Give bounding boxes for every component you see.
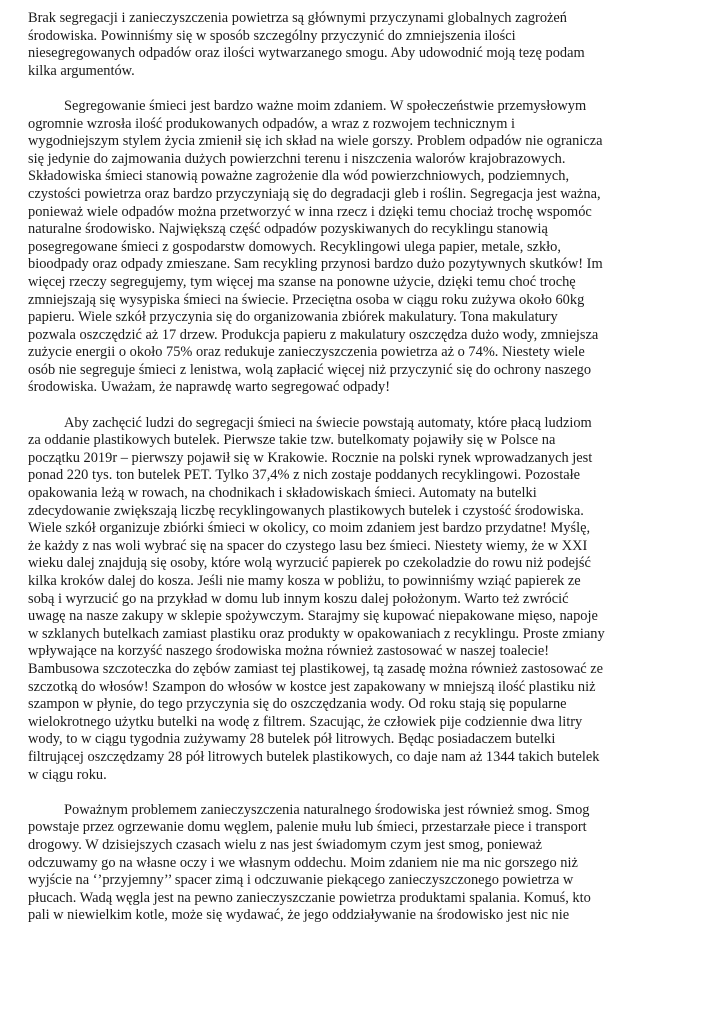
text-line: zmniejszają się wysypiska śmieci na świecie. Przeciętna osoba w ciągu roku zużywa około 60kg [28, 291, 585, 308]
text-line: początku 2019r – pierwszy pojawił się w Krakowie. Rocznie na polski rynek wprowadzanych jest [28, 449, 593, 466]
text-line: odczuwamy go na własne oczy i we własnym oddechu. Moim zdaniem nie ma nic gorszego niż [28, 854, 578, 871]
text-line: płucach. Wadą węgla jest na pewno zanieczyszczanie powietrza produktami spalania. Komuś, kto [28, 889, 591, 906]
text-line: szczotką do włosów! Szampon do włosów w kostce jest zapakowany w mniejszą ilość plastiku niż [28, 678, 596, 695]
text-line: Poważnym problemem zanieczyszczenia naturalnego środowiska jest również smog. Smog [64, 801, 590, 818]
paragraph-introduction [28, 10, 693, 80]
text-line: kilka kroków dalej do kosza. Jeśli nie mamy kosza w pobliżu, to powinniśmy wziąć papierek ze [28, 573, 581, 589]
text-line: bioodpady oraz odpady zmieszane. Sam recykling przynosi bardzo dużo pozytywnych skutków! Im [28, 256, 603, 273]
text-line: ogromnie wzrosła ilość produkowanych odpadów, a wraz z rozwojem technicznym i [28, 115, 515, 132]
text-line: wpływające na korzyść naszego środowiska można również zastosować w naszej toalecie! [28, 643, 550, 660]
paragraph-smog [28, 802, 693, 925]
text-line: środowiska. Uważam, że naprawdę warto segregować odpady! [28, 379, 391, 396]
text-line: Wiele szkół organizuje zbiórki śmieci w okolicy, co moim zdaniem jest bardzo przydatne! Myślę, [28, 520, 591, 537]
text-line: więcej rzeczy segregujemy, tym więcej ma szanse na ponowne użycie, dzięki temu choć trochę [28, 273, 576, 290]
text-line: kilka argumentów. [28, 62, 135, 79]
text-line: że każdy z nas woli wybrać się na spacer do czystego lasu bez śmieci. Niestety wiemy, że w XXI [28, 537, 588, 554]
text-line: ponad 220 tys. ton butelek PET. Tylko 37,4% z nich zostaje poddanych recyklingowi. Pozostałe [28, 467, 580, 484]
text-line: wielokrotnego użytku butelki na wodę z filtrem. Szacując, że człowiek pije codziennie dwa litry [28, 713, 583, 730]
text-line: Aby zachęcić ludzi do segregacji śmieci na świecie powstają automaty, które płacą ludziom [64, 414, 592, 431]
text-line: Składowiska śmieci stanowią poważne zagrożenie dla wód powierzchniowych, podziemnych, [28, 168, 570, 185]
text-line: środowiska. Powinniśmy się w sposób szczególny przyczynić do zmniejszenia ilości [28, 27, 516, 44]
text-line: drogowy. W dzisiejszych czasach wielu z nas jest świadomym czym jest smog, ponieważ [28, 836, 543, 853]
text-line: uwagę na nasze zakupy w sklepie spożywczym. Starajmy się kupować niepakowane mięso, napoje [28, 608, 598, 625]
text-line: niesegregowanych odpadów oraz ilości wytwarzanego smogu. Aby udowodnić moją tezę podam [28, 45, 585, 62]
text-line: czystości powietrza oraz bardzo przyczyniają się do degradacji gleb i roślin. Segregacja jest ważna, [28, 185, 601, 202]
text-line: się jedynie do zajmowania dużych powierzchni terenu i niszczenia walorów krajobrazowych. [28, 150, 566, 167]
text-line: posegregowane śmieci z gospodarstw domowych. Recyklingowi ulega papier, metale, szkło, [28, 238, 561, 255]
text-line: wody, to w ciągu tygodnia zużywamy 28 butelek pół litrowych. Będąc posiadaczem butelki [28, 731, 556, 748]
text-line: ponieważ wiele odpadów można przetworzyć w inna rzecz i dzięki temu chociaż trochę wspomóc [28, 203, 592, 220]
text-line: pozwala oszczędzić aż 17 drzew. Produkcja papieru z makulatury oszczędza dużo wody, zmniejsza [28, 326, 599, 343]
paragraph-bottle-machines [28, 415, 693, 784]
text-line: w szklanych butelkach zamiast plastiku oraz produkty w opakowaniach z recyklingu. Proste zmiany [28, 625, 605, 642]
text-line: papieru. Wiele szkół przyczynia się do organizowania zbiórek makulatury. Tona makulatury [28, 309, 558, 326]
text-line: osób nie segreguje śmieci z lenistwa, wolą zapłacić więcej niż przyczynić się do ochrony naszego [28, 361, 592, 378]
text-line: Brak segregacji i zanieczyszczenia powietrza są głównymi przyczynami globalnych zagrożeń [28, 10, 568, 26]
text-line: wieku dalej znajdują się osoby, które wolą wyrzucić papierek po czekoladzie do rowu niż podejść [28, 555, 591, 572]
paragraph-segregation [28, 98, 693, 397]
text-line: filtrującej oszczędzamy 28 pół litrowych butelek plastikowych, co daje nam aż 1344 takich butelek [28, 748, 600, 765]
text-line: zdecydowanie zwiększają liczbę recyklingowanych plastikowych butelek i czystość środowiska. [28, 502, 584, 519]
text-line: zużycie energii o około 75% oraz redukuje zanieczyszczenia powietrza aż o 74%. Niestety wiele [28, 344, 585, 361]
text-line: szampon w płynie, do tego przyczynia się do oszczędzania wody. Od roku stają się popularne [28, 696, 567, 713]
text-line: powstaje przez ogrzewanie domu węglem, palenie mułu lub śmieci, przestarzałe piece i transport [28, 819, 587, 836]
text-line: Segregowanie śmieci jest bardzo ważne moim zdaniem. W społeczeństwie przemysłowym [64, 97, 587, 114]
text-line: wygodniejszym stylem życia zmienił się ich skład na wiele gorszy. Problem odpadów nie ogranicza [28, 133, 603, 150]
text-line: za oddanie plastikowych butelek. Pierwsze takie tzw. butelkomaty pojawiły się w Polsce na [28, 432, 556, 449]
text-line: sobą i wyrzucić go na przykład w domu lub innym koszu dalej położonym. Warto też zwrócić [28, 590, 569, 607]
document-page [28, 10, 693, 942]
text-line: wyjście na ‘’przyjemny’’ spacer zimą i odczuwanie piekącego zanieczyszczonego powietrza w [28, 872, 574, 889]
text-line: naturalne środowisko. Największą część odpadów pozyskiwanych do recyklingu stanowią [28, 221, 548, 238]
text-line: w ciągu roku. [28, 766, 107, 783]
text-line: opakowania leżą w rowach, na chodnikach i składowiskach śmieci. Automaty na butelki [28, 485, 537, 502]
text-line: Bambusowa szczoteczka do zębów zamiast tej plastikowej, tą zasadę można również zastosować ze [28, 660, 603, 677]
text-line: pali w niewielkim kotle, może się wydawać, że jego oddziaływanie na środowisko jest nic nie [28, 907, 570, 924]
